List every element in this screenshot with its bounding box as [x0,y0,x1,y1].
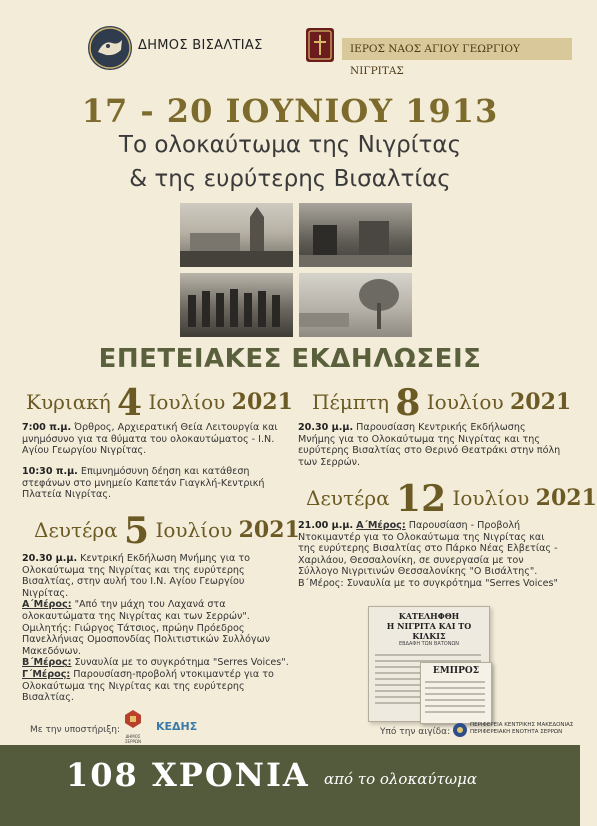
sunday-event-1-time: 7:00 π.μ. [22,422,72,433]
monday5-time: 20.30 μ.μ. [22,553,78,564]
monday5-part-a [22,599,290,657]
sunday-month: Ιουλίου [148,390,226,414]
monday5-day: Δευτέρα [34,518,118,542]
municipality-name: ΔΗΜΟΣ ΒΙΣΑΛΤΙΑΣ [138,38,263,53]
thursday-num: 8 [395,382,421,424]
sponsor-serres-text: ΔΗΜΟΣ ΣΕΡΡΩΝ [125,734,141,744]
sunday-event-2-time: 10:30 π.μ. [22,466,78,477]
sponsor-kedhs: ΚΕΔΗΣ [156,720,198,733]
monday5-part-a-label: Α΄Μέρος: [22,599,72,611]
title-line-2: & της ευρύτερης Βισαλτίας [129,166,451,192]
monday5-part-c-label: Γ΄Μέρος: [22,668,71,680]
footer-sub-text: από το ολοκαύτωμα [324,770,477,788]
sponsor-serres-logo [122,708,144,744]
aegis-org-2: ΠΕΡΙΦΕΡΕΙΑΚΗ ΕΝΟΤΗΤΑ ΣΕΡΡΩΝ [470,729,563,735]
monday5-part-b-text: Συναυλία με το συγκρότημα "Serres Voices". [71,657,289,669]
sunday-day: Κυριακή [26,390,111,414]
monday12-part-a-text: Παρουσίαση - Προβολή Ντοκιμαντέρ για το Ολοκαύτωμα της Νιγρίτας και της ευρύτερης Βισαλτίας στο Πάρκο Νέας Ελβετίας - Χαριλάου, Θεσσαλονίκη, σε συνεργασία με τον Σύλλογο Νιγριτινών Θεσσαλονίκης "Ο Βισάλτης". [298,520,558,578]
support-label: Με την υποστήριξη: [30,725,120,735]
photo-ruins [299,203,412,267]
thursday-heading [312,382,571,424]
thursday-year: 2021 [509,389,572,415]
sunday-event-1-text: Όρθρος, Αρχιερατική Θεία Λειτουργία και μνημόσυνο για τα θύματα του ολοκαυτώματος - Ι.Ν. Αγίου Γεωργίου Νιγρίτας. [22,422,278,457]
monday5-event [22,553,290,704]
church-name: ΙΕΡΟΣ ΝΑΟΣ ΑΓΙΟΥ ΓΕΩΡΓΙΟΥ ΝΙΓΡΙΤΑΣ [342,38,572,60]
monday5-intro [22,553,290,599]
sunday-year: 2021 [231,389,293,415]
monday5-part-c [22,669,290,704]
aegis-org-1: ΠΕΡΙΦΕΡΕΙΑ ΚΕΝΤΡΙΚΗΣ ΜΑΚΕΔΟΝΙΑΣ [470,722,574,728]
photo-street [299,273,412,337]
thursday-month: Ιουλίου [426,390,504,414]
monday5-part-b-label: Β΄Μέρος: [22,657,72,669]
newspaper-title-2: ΕΜΠΡΟΣ [432,666,480,676]
aegis-orgs [470,722,573,736]
monday12-num: 12 [396,478,447,520]
thursday-day: Πέμπτη [312,390,389,414]
photo-town-church [180,203,293,267]
sunday-event-2 [22,466,290,501]
church-emblem [306,28,334,62]
monday12-heading [306,478,597,520]
monday5-year: 2021 [238,517,300,543]
newspaper-headline-3: ΕΒΔΑΦΗ ΤΩΝ ΒΑΤΟΝΩΝ [398,641,460,647]
newspaper-headline-2: Η ΝΙΓΡΙΤΑ ΚΑΙ ΤΟ ΚΙΛΚΙΣ [386,621,472,641]
monday12-time: 21.00 μ.μ. [298,520,354,531]
sunday-event-1 [22,422,290,457]
monday12-month: Ιουλίου [452,486,530,510]
monday12-event [298,520,564,590]
monday5-part-a-text: "Από την μάχη του Λαχανά στα ολοκαυτώματα της Νιγρίτας και των Σερρών". Ομιλητής: Γιώργος Τάτσιος, πρώην Πρόεδρος Πανελλήνιας Ομοσπονδίας Πολιτιστικών Συλλόγων Μακεδόνων. [22,599,270,657]
title-dates: 17 - 20 ΙΟΥΝΙΟΥ 1913 [81,92,499,130]
region-emblem-icon [452,722,468,742]
monday5-intro-text: Κεντρική Εκδήλωση Μνήμης για το Ολοκαύτωμα της Νιγρίτας και της ευρύτερης Βισαλτίας, στην αυλή του Ι.Ν. Αγίου Γεωργίου Νιγρίτας. [22,553,251,599]
historical-photo-grid [180,203,412,337]
monday12-year: 2021 [535,485,597,511]
monday5-part-b [22,657,290,669]
thursday-text: Παρουσίαση Κεντρικής Εκδήλωσης Μνήμης για το Ολοκαύτωμα της Νιγρίτας και της ευρύτερης Βισαλτίας στο Θερινό Θεατράκι στην πόλη των Σερρών. [298,422,561,468]
sunday-num: 4 [117,382,143,424]
thursday-time: 20.30 μ.μ. [298,422,354,433]
monday5-part-c-text: Παρουσίαση-προβολή ντοκιμαντέρ για το Ολοκαύτωμα της Νιγρίτας και της ευρύτερης Βισαλτίας. [22,668,274,704]
monday5-heading [34,510,300,552]
monday5-month: Ιουλίου [155,518,233,542]
section-heading: ΕΠΕΤΕΙΑΚΕΣ ΕΚΔΗΛΩΣΕΙΣ [98,344,482,374]
sunday-event-2-text: Επιμνημόσυνη δέηση και κατάθεση στεφάνων στο μνημείο Καπετάν Γιαγκλή-Κεντρική Πλατεία Νιγρίτας. [22,466,265,501]
municipality-logo [88,26,132,70]
newspaper-headline-1: ΚΑΤΕΛΗΦΘΗ [398,611,460,621]
thursday-event [298,422,564,468]
sunday-heading [26,382,293,424]
aegis-label: Υπό την αιγίδα: [380,727,451,737]
newspaper-clipping-2 [420,662,492,724]
monday12-part-b: Β΄Μέρος: Συναυλία με το συγκρότημα "Serres Voices" [298,577,558,589]
footer-main-text: 108 ΧΡΟΝΙΑ [66,756,310,794]
monday12-day: Δευτέρα [306,486,390,510]
monday12-part-a-label: Α΄Μέρος: [356,520,406,531]
monday5-num: 5 [124,510,150,552]
photo-fighters [180,273,293,337]
title-line-1: Το ολοκαύτωμα της Νιγρίτας [118,132,462,158]
